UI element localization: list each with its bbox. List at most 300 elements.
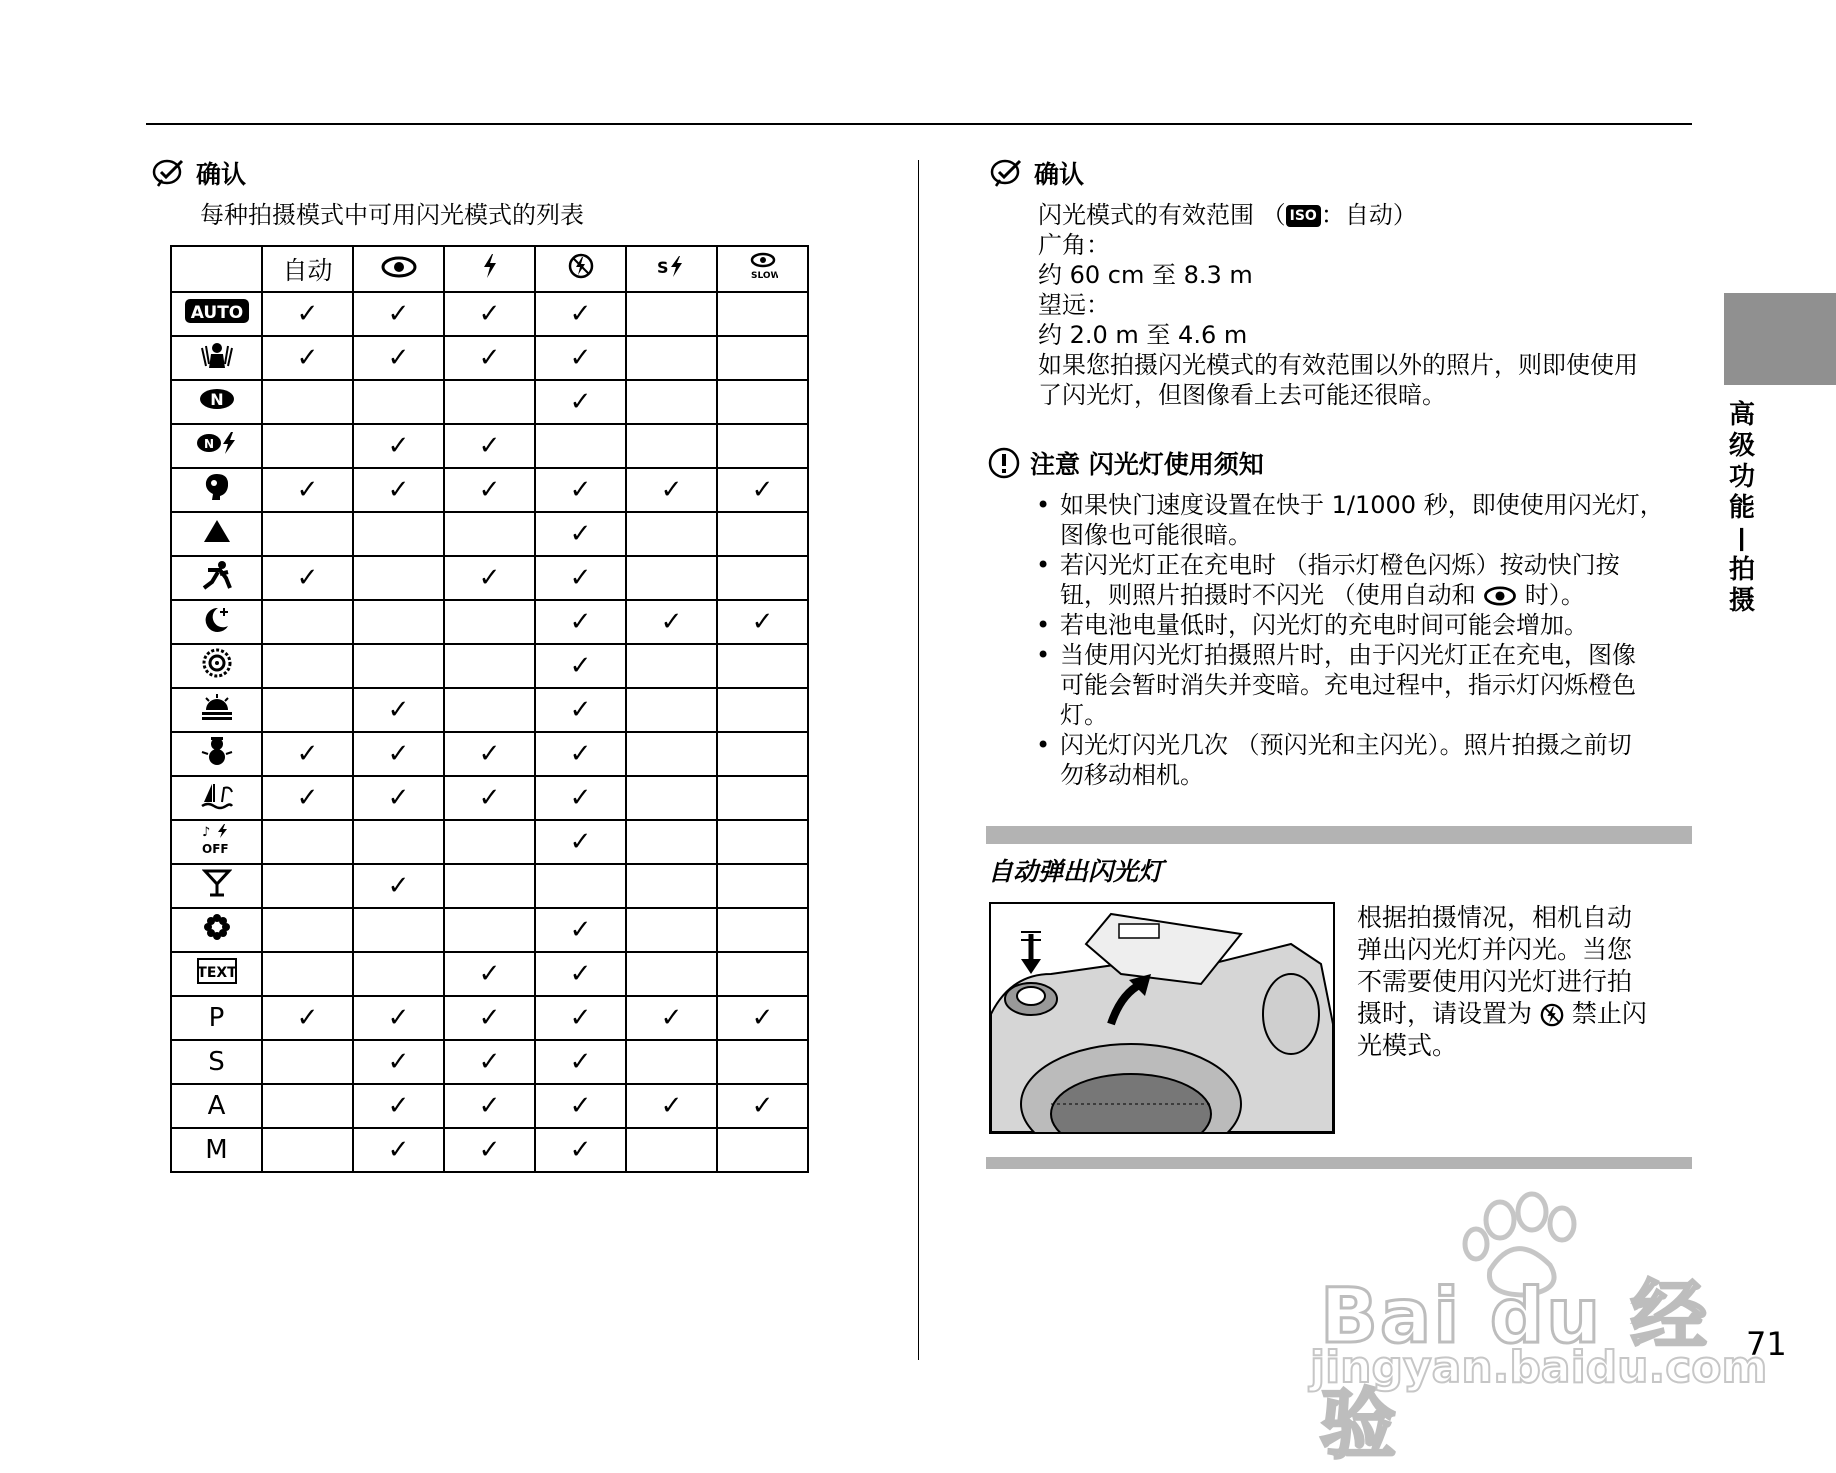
wide-label: 广角： bbox=[1038, 231, 1110, 259]
bullet-2-line-2a: 钮，则照片拍摄时不闪光 （使用自动和 bbox=[1060, 581, 1484, 609]
sport-mode-icon bbox=[200, 560, 234, 597]
popup-flash-text bbox=[1357, 902, 1697, 1062]
mode-cell bbox=[171, 732, 262, 776]
table-row bbox=[171, 864, 808, 908]
header-auto: 自动 bbox=[262, 246, 353, 292]
table-cell bbox=[444, 292, 535, 336]
table-cell bbox=[353, 512, 444, 556]
mode-cell bbox=[171, 820, 262, 864]
wide-value: 约 60 cm 至 8.3 m bbox=[1038, 261, 1253, 289]
table-row bbox=[171, 424, 808, 468]
check-mark-icon: ✓ bbox=[660, 607, 683, 637]
check-mark-icon: ✓ bbox=[569, 827, 592, 857]
check-mark-icon: ✓ bbox=[387, 1091, 410, 1121]
table-cell bbox=[444, 1128, 535, 1172]
table-cell bbox=[262, 1084, 353, 1128]
red-eye-slow-icon bbox=[748, 252, 778, 280]
table-cell bbox=[353, 336, 444, 380]
natural-light-flash-mode-icon bbox=[195, 431, 239, 462]
table-cell bbox=[717, 600, 808, 644]
table-cell bbox=[535, 556, 626, 600]
check-mark-icon: ✓ bbox=[296, 343, 319, 373]
svg-text:AUTO: AUTO bbox=[190, 302, 243, 323]
top-rule bbox=[146, 123, 1692, 125]
bullet-4-line-2: 可能会暂时消失并变暗。充电过程中，指示灯闪烁橙色 bbox=[1060, 671, 1636, 699]
table-cell bbox=[626, 556, 717, 600]
header-slow-sync bbox=[626, 246, 717, 292]
svg-text:N: N bbox=[209, 389, 224, 409]
table-header-row bbox=[171, 246, 808, 292]
bullet-3-line-1: • 若电池电量低时，闪光灯的充电时间可能会增加。 bbox=[1060, 611, 1588, 639]
check-mark-icon: ✓ bbox=[569, 1135, 592, 1165]
table-cell bbox=[444, 732, 535, 776]
check-mark-icon: ✓ bbox=[387, 343, 410, 373]
check-mark-icon: ✓ bbox=[569, 651, 592, 681]
table-cell bbox=[353, 820, 444, 864]
list-item bbox=[1036, 730, 1696, 790]
mode-cell bbox=[171, 1128, 262, 1172]
table-cell bbox=[535, 820, 626, 864]
popup-text-line-5: 光模式。 bbox=[1357, 1031, 1458, 1060]
table-cell bbox=[262, 512, 353, 556]
svg-text:N: N bbox=[203, 436, 214, 451]
mode-cell bbox=[171, 556, 262, 600]
check-mark-icon: ✓ bbox=[569, 475, 592, 505]
tele-label: 望远： bbox=[1038, 291, 1110, 319]
table-body bbox=[171, 292, 808, 1172]
bullet-5-line-1: • 闪光灯闪光几次 （预闪光和主闪光）。照片拍摄之前切 bbox=[1060, 731, 1632, 759]
caution-heading-text: 注意 闪光灯使用须知 bbox=[1030, 450, 1264, 479]
section-bar-top bbox=[986, 826, 1692, 844]
table-cell bbox=[717, 908, 808, 952]
table-cell bbox=[353, 864, 444, 908]
check-mark-icon: ✓ bbox=[660, 1003, 683, 1033]
table-cell bbox=[535, 380, 626, 424]
chapter-label-char: — bbox=[1727, 526, 1758, 553]
party-mode-icon bbox=[202, 868, 232, 905]
mode-cell bbox=[171, 952, 262, 996]
table-cell bbox=[353, 600, 444, 644]
check-mark-icon: ✓ bbox=[478, 783, 501, 813]
table-cell bbox=[444, 424, 535, 468]
page-number: 71 bbox=[1746, 1325, 1787, 1363]
check-mark-icon: ✓ bbox=[478, 1047, 501, 1077]
check-mark-icon: ✓ bbox=[569, 563, 592, 593]
table-row bbox=[171, 380, 808, 424]
bullet-2-line-1: • 若闪光灯正在充电时 （指示灯橙色闪烁）按动快门按 bbox=[1060, 551, 1620, 579]
table-cell bbox=[262, 864, 353, 908]
table-cell bbox=[717, 820, 808, 864]
table-cell bbox=[626, 424, 717, 468]
watermark-logo-text: Bai du 经验 bbox=[1320, 1271, 1709, 1469]
check-mark-icon: ✓ bbox=[751, 1091, 774, 1121]
flash-range-block bbox=[1038, 200, 1698, 410]
table-cell bbox=[262, 644, 353, 688]
snow-mode-icon bbox=[200, 736, 234, 773]
table-cell bbox=[626, 996, 717, 1040]
table-cell bbox=[444, 600, 535, 644]
chapter-label-char: 功 bbox=[1728, 462, 1755, 492]
bullet-2-line-2 bbox=[1060, 580, 1696, 610]
range-note-2: 了闪光灯，但图像看上去可能还很暗。 bbox=[1038, 381, 1446, 409]
check-mark-icon: ✓ bbox=[296, 1003, 319, 1033]
table-cell bbox=[535, 1040, 626, 1084]
header-red-eye bbox=[353, 246, 444, 292]
mode-cell bbox=[171, 424, 262, 468]
table-cell bbox=[717, 688, 808, 732]
table-cell bbox=[262, 600, 353, 644]
check-mark-icon: ✓ bbox=[751, 475, 774, 505]
bullet-2-line-2b: 时）。 bbox=[1517, 581, 1585, 609]
bullet-5-line-2: 勿移动相机。 bbox=[1060, 761, 1204, 789]
table-cell bbox=[535, 864, 626, 908]
table-cell bbox=[262, 424, 353, 468]
table-cell bbox=[535, 292, 626, 336]
mode-cell bbox=[171, 864, 262, 908]
table-cell bbox=[717, 424, 808, 468]
museum-mode-icon bbox=[200, 823, 234, 862]
table-cell bbox=[717, 1040, 808, 1084]
list-item bbox=[1036, 550, 1696, 610]
camera-illustration bbox=[989, 902, 1335, 1134]
check-mark-icon: ✓ bbox=[387, 1003, 410, 1033]
table-row bbox=[171, 600, 808, 644]
table-cell bbox=[444, 996, 535, 1040]
table-cell bbox=[535, 644, 626, 688]
header-empty-cell bbox=[171, 246, 262, 292]
table-row bbox=[171, 820, 808, 864]
header-flash bbox=[444, 246, 535, 292]
table-cell bbox=[444, 688, 535, 732]
table-row bbox=[171, 1084, 808, 1128]
range-note-1: 如果您拍摄闪光模式的有效范围以外的照片，则即使使用 bbox=[1038, 351, 1638, 379]
table-cell bbox=[262, 380, 353, 424]
check-mark-icon: ✓ bbox=[296, 739, 319, 769]
table-cell bbox=[535, 776, 626, 820]
popup-text-line-4b: 禁止闪 bbox=[1563, 999, 1647, 1028]
mode-cell bbox=[171, 644, 262, 688]
chapter-label-char: 高 bbox=[1728, 400, 1755, 430]
auto-mode-icon bbox=[184, 298, 250, 331]
caution-heading bbox=[988, 445, 1264, 481]
check-mark-icon: ✓ bbox=[387, 871, 410, 901]
table-cell bbox=[444, 644, 535, 688]
table-cell bbox=[444, 336, 535, 380]
sunset-mode-icon bbox=[200, 692, 234, 729]
table-cell bbox=[535, 732, 626, 776]
table-cell bbox=[626, 732, 717, 776]
night-mode-icon bbox=[202, 604, 232, 641]
column-divider bbox=[918, 160, 919, 1360]
table-cell bbox=[353, 996, 444, 1040]
check-mark-icon: ✓ bbox=[569, 343, 592, 373]
table-row bbox=[171, 688, 808, 732]
check-mark-icon: ✓ bbox=[387, 695, 410, 725]
table-row bbox=[171, 468, 808, 512]
aperture-priority-mode-label: A bbox=[207, 1091, 226, 1121]
check-mark-icon: ✓ bbox=[751, 607, 774, 637]
table-cell bbox=[717, 468, 808, 512]
popup-text-line-1: 根据拍摄情况，相机自动 bbox=[1357, 903, 1633, 932]
table-subtitle: 每种拍摄模式中可用闪光模式的列表 bbox=[200, 201, 584, 229]
table-cell bbox=[626, 776, 717, 820]
table-cell bbox=[353, 1084, 444, 1128]
table-cell bbox=[535, 600, 626, 644]
table-cell bbox=[262, 1128, 353, 1172]
table-cell bbox=[535, 512, 626, 556]
table-cell bbox=[535, 424, 626, 468]
check-mark-icon: ✓ bbox=[569, 1047, 592, 1077]
table-cell bbox=[626, 644, 717, 688]
table-cell bbox=[535, 1084, 626, 1128]
check-mark-icon: ✓ bbox=[387, 1135, 410, 1165]
check-mark-icon: ✓ bbox=[387, 739, 410, 769]
table-cell bbox=[353, 952, 444, 996]
check-mark-icon: ✓ bbox=[569, 607, 592, 637]
caution-icon bbox=[988, 447, 1020, 479]
check-mark-icon: ✓ bbox=[478, 1003, 501, 1033]
check-mark-icon: ✓ bbox=[569, 695, 592, 725]
table-cell bbox=[717, 292, 808, 336]
svg-text:S: S bbox=[656, 258, 669, 277]
table-cell bbox=[717, 1128, 808, 1172]
table-cell bbox=[717, 336, 808, 380]
camera-popup-flash-image bbox=[991, 904, 1333, 1132]
table-cell bbox=[626, 380, 717, 424]
check-mark-icon: ✓ bbox=[478, 959, 501, 989]
table-cell bbox=[626, 820, 717, 864]
list-item bbox=[1036, 640, 1696, 730]
check-mark-icon: ✓ bbox=[478, 475, 501, 505]
table-cell bbox=[626, 1084, 717, 1128]
flash-off-icon bbox=[1540, 1003, 1564, 1027]
table-cell bbox=[353, 292, 444, 336]
table-cell bbox=[353, 908, 444, 952]
svg-text:SLOW: SLOW bbox=[750, 271, 778, 280]
table-cell bbox=[262, 908, 353, 952]
check-mark-icon: ✓ bbox=[296, 783, 319, 813]
table-cell bbox=[444, 556, 535, 600]
table-cell bbox=[626, 908, 717, 952]
table-cell bbox=[262, 820, 353, 864]
table-row bbox=[171, 1040, 808, 1084]
table-cell bbox=[717, 952, 808, 996]
watermark-url: jingyan.baidu.com bbox=[1310, 1342, 1768, 1393]
table-cell bbox=[444, 952, 535, 996]
table-cell bbox=[444, 1040, 535, 1084]
table-row bbox=[171, 732, 808, 776]
check-mark-icon: ✓ bbox=[569, 387, 592, 417]
mode-cell bbox=[171, 908, 262, 952]
range-line-text: 闪光模式的有效范围 （ bbox=[1038, 201, 1286, 229]
table-cell bbox=[262, 996, 353, 1040]
check-mark-icon: ✓ bbox=[478, 343, 501, 373]
table-cell bbox=[626, 1040, 717, 1084]
table-cell bbox=[353, 468, 444, 512]
mode-cell bbox=[171, 292, 262, 336]
table-cell bbox=[353, 1128, 444, 1172]
table-cell bbox=[262, 952, 353, 996]
table-cell bbox=[535, 1128, 626, 1172]
table-cell bbox=[626, 336, 717, 380]
check-mark-icon: ✓ bbox=[478, 299, 501, 329]
check-mark-icon: ✓ bbox=[478, 563, 501, 593]
table-row bbox=[171, 512, 808, 556]
table-cell bbox=[353, 644, 444, 688]
eye-icon bbox=[381, 256, 417, 278]
table-cell bbox=[262, 1040, 353, 1084]
check-mark-icon: ✓ bbox=[569, 519, 592, 549]
table-cell bbox=[717, 556, 808, 600]
check-mark-icon: ✓ bbox=[387, 1047, 410, 1077]
svg-text:OFF: OFF bbox=[201, 841, 229, 855]
check-mark-icon: ✓ bbox=[478, 739, 501, 769]
confirm-note-icon bbox=[152, 158, 186, 188]
check-mark-icon: ✓ bbox=[478, 1135, 501, 1165]
table-cell bbox=[626, 952, 717, 996]
table-cell bbox=[444, 908, 535, 952]
portrait-mode-icon bbox=[203, 472, 231, 509]
table-cell bbox=[353, 732, 444, 776]
table-cell bbox=[444, 512, 535, 556]
table-cell bbox=[535, 468, 626, 512]
svg-text:TEXT: TEXT bbox=[196, 964, 237, 981]
check-mark-icon: ✓ bbox=[660, 475, 683, 505]
bullet-4-line-3: 灯。 bbox=[1060, 701, 1108, 729]
table-cell bbox=[444, 864, 535, 908]
check-mark-icon: ✓ bbox=[387, 431, 410, 461]
mode-cell bbox=[171, 600, 262, 644]
table-cell bbox=[353, 688, 444, 732]
table-cell bbox=[262, 336, 353, 380]
table-cell bbox=[262, 732, 353, 776]
caution-list bbox=[1036, 490, 1696, 790]
svg-text:♪: ♪ bbox=[201, 824, 210, 840]
range-line bbox=[1038, 200, 1698, 230]
table-cell bbox=[262, 292, 353, 336]
iso-badge: ISO bbox=[1286, 205, 1321, 227]
check-mark-icon: ✓ bbox=[569, 739, 592, 769]
table-cell bbox=[353, 380, 444, 424]
table-cell bbox=[262, 776, 353, 820]
table-cell bbox=[626, 600, 717, 644]
header-flash-off bbox=[535, 246, 626, 292]
mode-cell bbox=[171, 1040, 262, 1084]
flower-mode-icon bbox=[202, 912, 232, 949]
flash-off-icon bbox=[568, 253, 594, 279]
table-cell bbox=[717, 644, 808, 688]
program-mode-label: P bbox=[208, 1003, 225, 1033]
table-cell bbox=[626, 864, 717, 908]
check-mark-icon: ✓ bbox=[569, 959, 592, 989]
table-row bbox=[171, 908, 808, 952]
table-cell bbox=[353, 556, 444, 600]
left-confirm-heading bbox=[152, 155, 246, 191]
table-cell bbox=[535, 688, 626, 732]
fireworks-mode-icon bbox=[201, 647, 233, 686]
table-cell bbox=[717, 996, 808, 1040]
table-row bbox=[171, 556, 808, 600]
table-cell bbox=[262, 556, 353, 600]
right-confirm-heading bbox=[990, 155, 1084, 191]
mode-cell bbox=[171, 336, 262, 380]
table-cell bbox=[717, 512, 808, 556]
table-cell bbox=[444, 1084, 535, 1128]
check-mark-icon: ✓ bbox=[569, 783, 592, 813]
table-row bbox=[171, 776, 808, 820]
chapter-label-char: 能 bbox=[1728, 493, 1755, 523]
range-line-end: ：自动） bbox=[1320, 201, 1417, 229]
table-row bbox=[171, 292, 808, 336]
natural-light-mode-icon bbox=[198, 387, 236, 418]
check-mark-icon: ✓ bbox=[660, 1091, 683, 1121]
table-cell bbox=[535, 336, 626, 380]
left-heading-text: 确认 bbox=[196, 160, 247, 189]
table-cell bbox=[626, 292, 717, 336]
table-cell bbox=[262, 468, 353, 512]
header-red-eye-slow bbox=[717, 246, 808, 292]
table-cell bbox=[626, 1128, 717, 1172]
flash-icon bbox=[482, 254, 498, 278]
table-cell bbox=[626, 688, 717, 732]
beach-mode-icon bbox=[200, 780, 234, 817]
table-cell bbox=[626, 512, 717, 556]
check-mark-icon: ✓ bbox=[569, 1091, 592, 1121]
list-item bbox=[1036, 610, 1696, 640]
chapter-label bbox=[1722, 400, 1762, 617]
check-mark-icon: ✓ bbox=[569, 915, 592, 945]
check-mark-icon: ✓ bbox=[387, 299, 410, 329]
table-cell bbox=[444, 776, 535, 820]
right-heading-text: 确认 bbox=[1034, 160, 1085, 189]
mode-cell bbox=[171, 688, 262, 732]
popup-text-line-4 bbox=[1357, 998, 1697, 1030]
chapter-tab bbox=[1724, 293, 1836, 385]
manual-mode-label: M bbox=[205, 1135, 228, 1165]
check-mark-icon: ✓ bbox=[387, 475, 410, 505]
table-cell bbox=[353, 1040, 444, 1084]
eye-icon bbox=[1483, 586, 1517, 606]
check-mark-icon: ✓ bbox=[569, 1003, 592, 1033]
anti-blur-mode-icon bbox=[199, 340, 235, 377]
table-cell bbox=[444, 380, 535, 424]
flash-mode-table bbox=[170, 245, 809, 1173]
table-cell bbox=[353, 776, 444, 820]
table-row bbox=[171, 996, 808, 1040]
bullet-1-line-1: • 如果快门速度设置在快于 1/1000 秒，即使使用闪光灯， bbox=[1060, 491, 1664, 519]
mode-cell bbox=[171, 1084, 262, 1128]
tele-value: 约 2.0 m 至 4.6 m bbox=[1038, 321, 1248, 349]
table-row bbox=[171, 952, 808, 996]
table-cell bbox=[353, 424, 444, 468]
table-cell bbox=[717, 776, 808, 820]
table-cell bbox=[444, 468, 535, 512]
table-cell bbox=[717, 380, 808, 424]
mode-cell bbox=[171, 776, 262, 820]
list-item bbox=[1036, 490, 1696, 550]
table-cell bbox=[444, 820, 535, 864]
check-mark-icon: ✓ bbox=[478, 1091, 501, 1121]
check-mark-icon: ✓ bbox=[751, 1003, 774, 1033]
table-cell bbox=[626, 468, 717, 512]
shutter-priority-mode-label: S bbox=[208, 1047, 225, 1077]
popup-text-line-2: 弹出闪光灯并闪光。当您 bbox=[1357, 935, 1633, 964]
confirm-note-icon bbox=[990, 158, 1024, 188]
check-mark-icon: ✓ bbox=[296, 475, 319, 505]
popup-text-line-4a: 摄时，请设置为 bbox=[1357, 999, 1540, 1028]
landscape-mode-icon bbox=[202, 518, 232, 551]
table-row bbox=[171, 1128, 808, 1172]
